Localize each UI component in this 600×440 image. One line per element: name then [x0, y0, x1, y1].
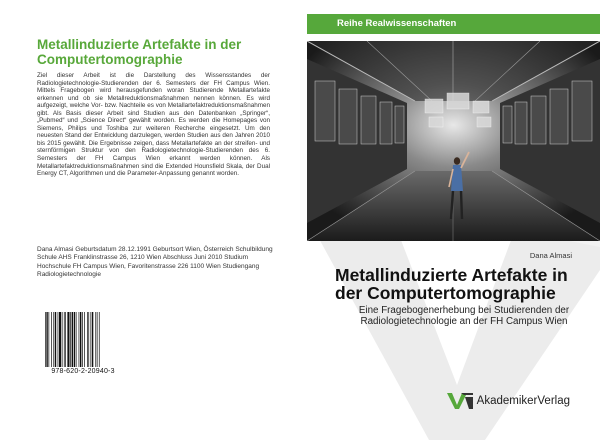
barcode-icon	[44, 312, 122, 367]
front-cover	[307, 0, 600, 440]
isbn-number: 978-620-2-20940-3	[51, 368, 115, 375]
author-bio: Dana Almasi Geburtsdatum 28.12.1991 Geburtsort Wien, Österreich Schulbildung Schule AHS Franklinstrasse 26, 1210 Wien Abschluss Juni 2010 Studium Hochschule FH Campus Wien, Favoritenstrasse 226 1100 Wien Studiengang Radiologietechnologie	[37, 246, 273, 279]
barcode-block	[44, 312, 122, 375]
publisher-block	[447, 391, 570, 411]
abstract-text: Ziel dieser Arbeit ist die Darstellung des Wissensstandes der Radiologietechnologie-Studierenden der 6. Semesters der FH Campus Wien. Mittels Fragebogen wird herausgefunden woran Studierende Metallartefakte erkennen und ob sie Metallreduktionsmaßnahmen nennen können. Es wird aufgezeigt, welche Vor- bzw. Nachteile es von Metallartefaktreduktionsmaßnahmen gibt. Als Basis dieser Arbeit sind Studien aus den Datenbanken „Springer“, „Pubmed“ und „Science Direct“ gewählt worden. Es werden die Homepages von Siemens, Philips und Toshiba zur weiteren Recherche eingesetzt. Um den neuesten Stand der Entwicklung darzulegen, werden Studien aus den Jahren 2010 bis 2015 gewählt. Die Ergebnisse zeigen, dass Metallartefakte an der streifen- und sternförmigen Struktur von den Radiologietechnologie-Studierenden des 6. Semesters der FH Campus Wien erkannt werden können. Als Metallartefaktreduktionsmaßnahmen sind die Extended Hounsfield Skala, der Dual Energy CT, Algorithmen und die Parameter-Anpassung genannt worden.	[37, 72, 270, 178]
series-label: Reihe Realwissenschaften	[337, 18, 457, 29]
back-cover-title: Metallinduzierte Artefakte in der Computertomographie	[37, 37, 242, 67]
spine	[296, 0, 307, 440]
back-cover	[0, 0, 296, 440]
front-cover-title: Metallinduzierte Artefakte in der Computertomographie	[335, 265, 568, 303]
cover-photo	[307, 41, 600, 241]
akademikerverlag-logo-icon	[447, 393, 473, 409]
front-author: Dana Almasi	[529, 251, 572, 260]
publisher-name: AkademikerVerlag	[476, 395, 570, 407]
series-band	[307, 14, 600, 34]
front-cover-subtitle: Eine Fragebogenerhebung bei Studierenden der Radiologietechnologie an der FH Campus Wien	[358, 305, 570, 327]
